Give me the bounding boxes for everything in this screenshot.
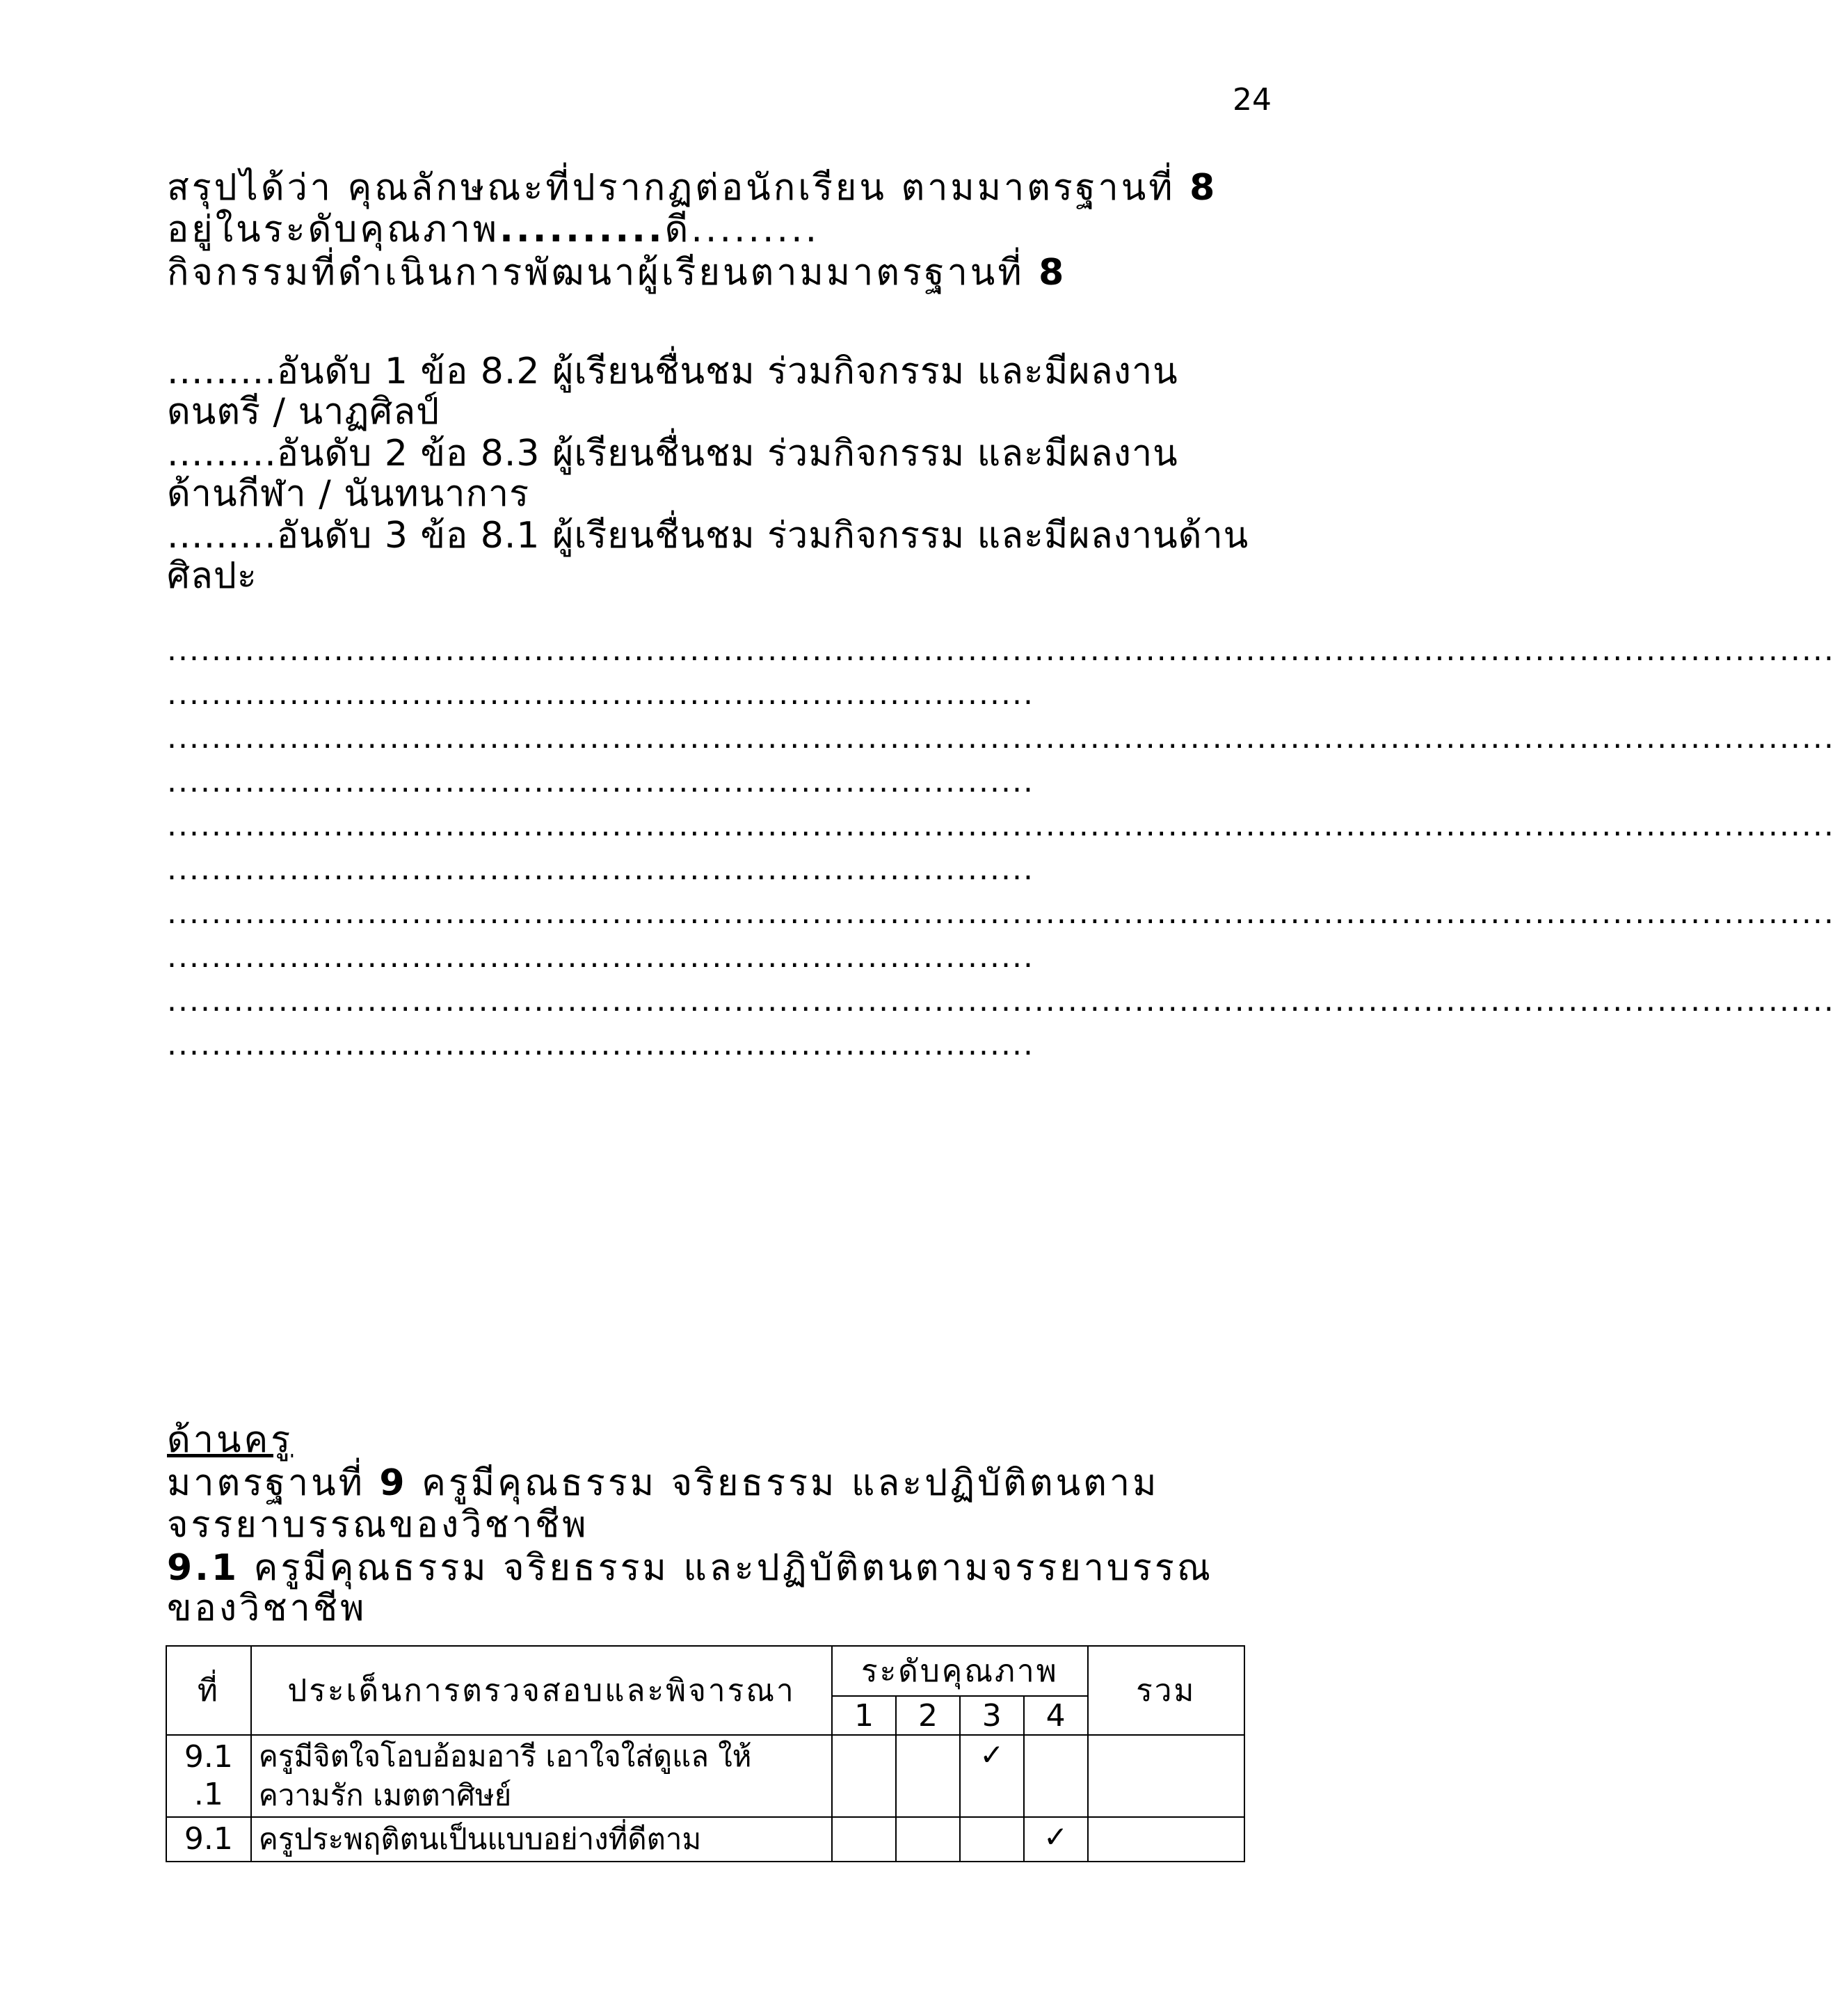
header-level: ระดับคุณภาพ (832, 1646, 1087, 1696)
section-title: ด้านครู (167, 1419, 294, 1461)
level-cell (896, 1817, 960, 1862)
level-cell (832, 1817, 896, 1862)
table-row (166, 1735, 1244, 1817)
standard-heading-line-1: มาตรฐานที่ 9 ครูมีคุณธรรม จริยธรรม และปฏิบัติตนตาม (167, 1462, 1160, 1504)
ranking-item: .........อันดับ 2 ข้อ 8.3 ผู้เรียนชื่นชม ร่วมกิจกรรม และมีผลงาน ด้านกีฬา / นันทนาการ (167, 433, 1178, 515)
dotted-line: ...................................................................................................................................................... (167, 720, 1835, 755)
summary-line-2: อยู่ในระดับคุณภาพ..........ดี......... (167, 209, 820, 250)
level-cell (896, 1735, 960, 1817)
table-row (166, 1817, 1244, 1862)
total-cell (1088, 1735, 1244, 1817)
dotted-line: ...................................................................................................................................................... (167, 983, 1835, 1018)
header-level-1: 1 (832, 1696, 896, 1735)
assessment-table (166, 1645, 1245, 1862)
summary-line-3: กิจกรรมที่ดำเนินการพัฒนาผู้เรียนตามมาตรฐานที่ 8 (167, 252, 1067, 294)
dotted-line: ...................................................................................................................................................... (167, 808, 1835, 843)
table-header-row (166, 1646, 1244, 1696)
check-mark-icon: ✓ (960, 1735, 1024, 1817)
header-level-2: 2 (896, 1696, 960, 1735)
check-mark-icon: ✓ (1024, 1817, 1088, 1862)
total-cell (1088, 1817, 1244, 1862)
dotted-line: .............................................................................. (167, 939, 1034, 975)
page-number: 24 (1233, 82, 1272, 118)
dotted-line: .............................................................................. (167, 676, 1034, 712)
rankings-list (167, 349, 1252, 598)
header-topic: ประเด็นการตรวจสอบและพิจารณา (251, 1646, 832, 1735)
level-cell (832, 1735, 896, 1817)
header-total: รวม (1088, 1646, 1244, 1735)
header-level-3: 3 (960, 1696, 1024, 1735)
level-cell (960, 1817, 1024, 1862)
teacher-section (167, 1418, 1252, 1631)
ranking-item: .........อันดับ 3 ข้อ 8.1 ผู้เรียนชื่นชม ร่วมกิจกรรม และมีผลงานด้าน ศิลปะ (167, 515, 1249, 597)
summary-line-1: สรุปได้ว่า คุณลักษณะที่ปรากฏต่อนักเรียน ตามมาตรฐานที่ 8 (167, 167, 1218, 209)
dotted-line: ...................................................................................................................................................... (167, 632, 1835, 668)
row-number: 9.1 (166, 1817, 251, 1862)
header-level-4: 4 (1024, 1696, 1088, 1735)
sub-standard-line-1: 9.1 ครูมีคุณธรรม จริยธรรม และปฏิบัติตนตามจรรยาบรรณ (167, 1547, 1214, 1589)
dotted-line: .............................................................................. (167, 1027, 1034, 1062)
dotted-line: ...................................................................................................................................................... (167, 895, 1835, 931)
dotted-line: .............................................................................. (167, 851, 1034, 887)
row-topic: ครูประพฤติตนเป็นแบบอย่างที่ดีตาม (251, 1817, 832, 1862)
standard-heading-line-2: จรรยาบรรณของวิชาชีพ (167, 1504, 589, 1546)
dotted-line: .............................................................................. (167, 764, 1034, 799)
dotted-answer-lines (167, 628, 1835, 1066)
sub-standard-line-2: ของวิชาชีพ (167, 1587, 367, 1629)
row-topic: ครูมีจิตใจโอบอ้อมอารี เอาใจใส่ดูแล ให้ ความรัก เมตตาศิษย์ (251, 1735, 832, 1817)
summary-block (167, 166, 1252, 295)
header-no: ที่ (166, 1646, 251, 1735)
ranking-item: .........อันดับ 1 ข้อ 8.2 ผู้เรียนชื่นชม ร่วมกิจกรรม และมีผลงาน ดนตรี / นาฏศิลป์ (167, 351, 1178, 433)
level-cell (1024, 1735, 1088, 1817)
row-number: 9.1 .1 (166, 1735, 251, 1817)
